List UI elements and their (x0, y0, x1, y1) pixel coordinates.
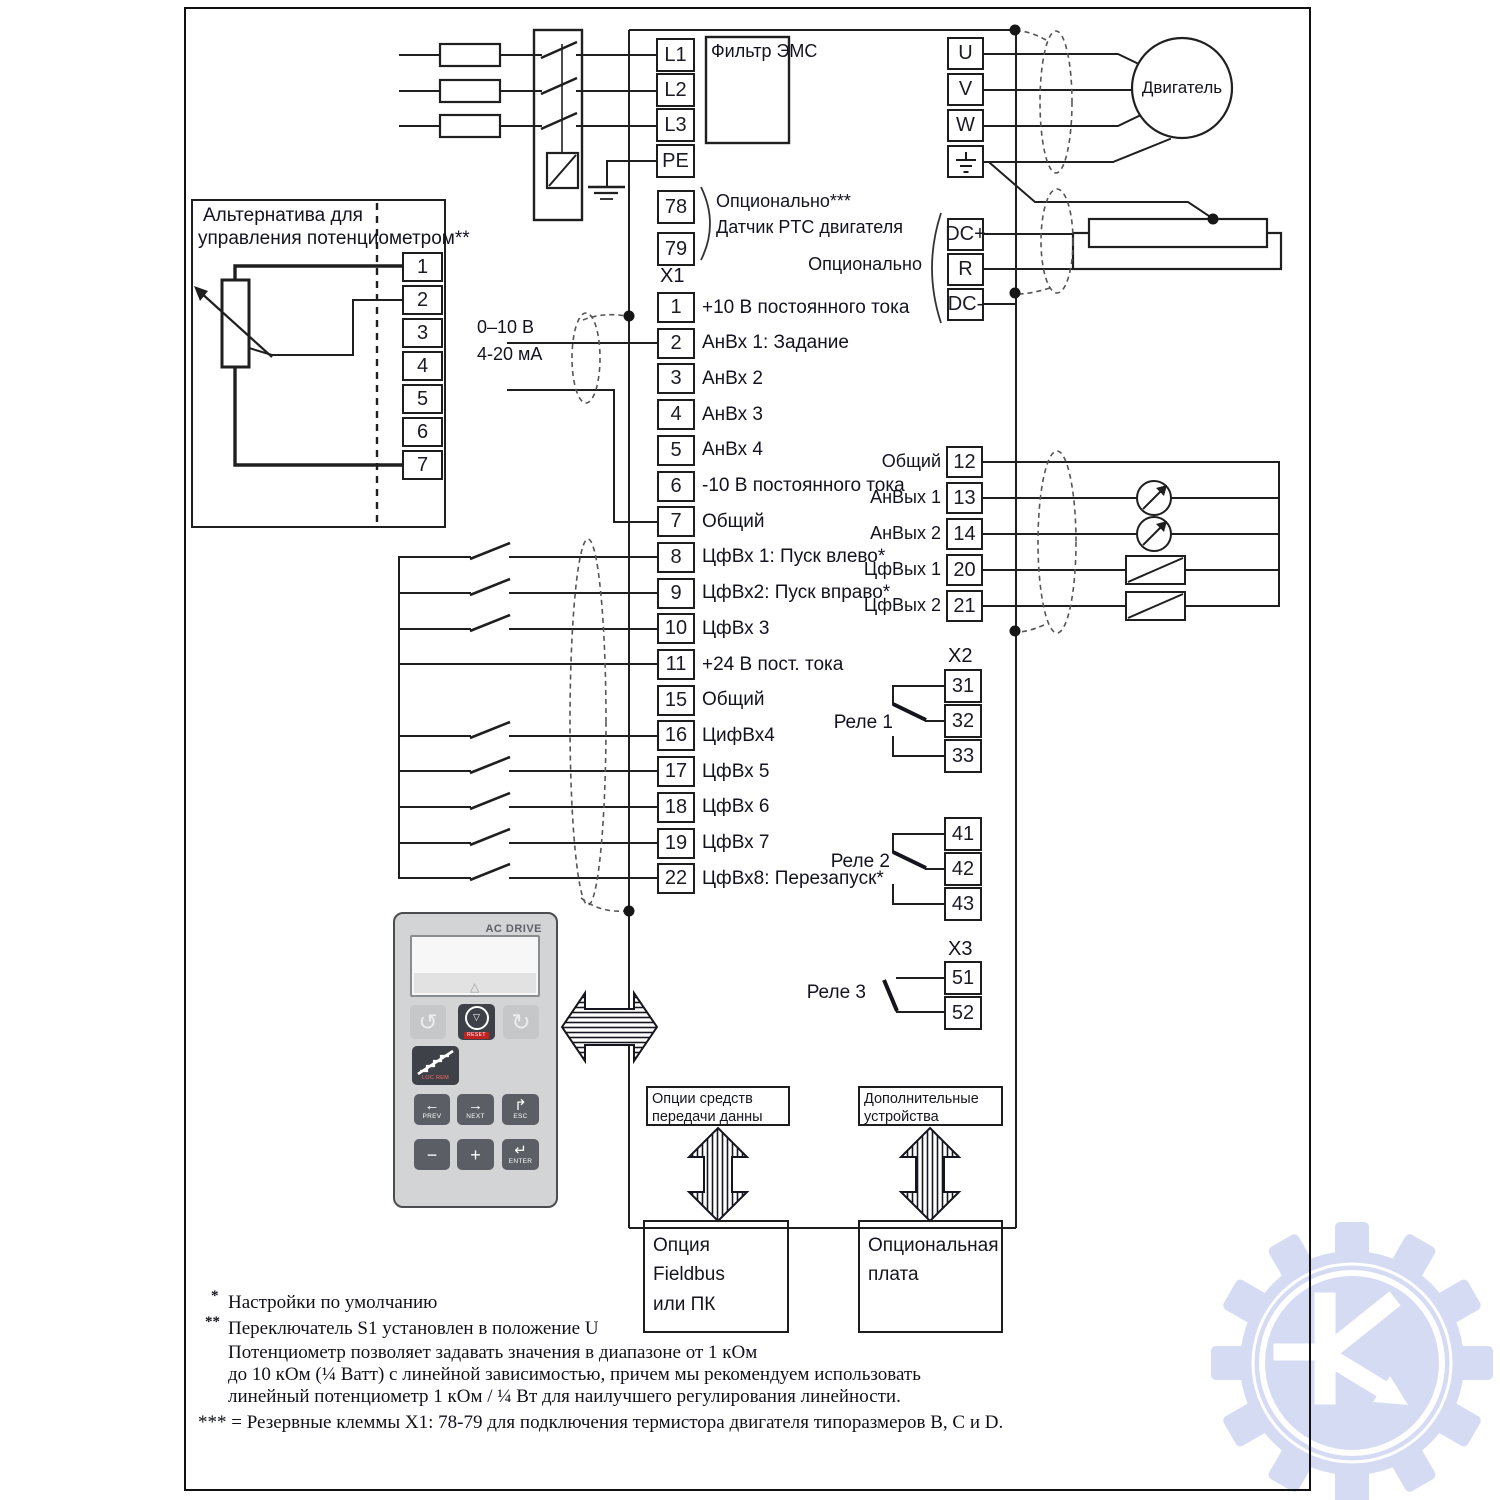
pot-terminal-1: 1 (402, 252, 443, 282)
terminal-DC-: DC- (947, 288, 984, 321)
fieldbus-header-line2: передачи данны (652, 1109, 763, 1126)
x1-terminal-2: 2 (657, 328, 695, 359)
x1-terminal-18: 18 (657, 792, 695, 823)
rotate-cw-icon: ↻ (511, 1008, 531, 1035)
ptc-sensor-label: Датчик PTC двигателя (716, 217, 903, 237)
x1-terminal-label-1: +10 В постоянного тока (702, 296, 910, 318)
x2-terminal-33: 33 (944, 739, 982, 773)
plus-button (457, 1139, 494, 1170)
keypad-link-arrow-icon (562, 993, 657, 1061)
x1-terminal-10: 10 (657, 613, 695, 644)
triangle-indicator-icon: △ (470, 980, 480, 994)
next-button (457, 1094, 494, 1125)
run-reverse-button (410, 1005, 446, 1039)
stop-icon: ▽ (465, 1006, 489, 1030)
stop-reset-label: RESET (464, 1032, 489, 1039)
x1-terminal-9: 9 (657, 578, 695, 609)
terminal-R: R (947, 253, 984, 286)
x1-terminal-17: 17 (657, 756, 695, 787)
terminal-PE: PE (656, 144, 695, 178)
minus-label: − (426, 1144, 438, 1165)
terminal-DC+: DC+ (947, 218, 984, 251)
arrow-bend-icon: ↱ (514, 1097, 527, 1115)
option-box-line1: Опциональная (868, 1235, 999, 1256)
x1-terminal-label-19: ЦфВх 7 (702, 832, 770, 853)
pot-terminal-3: 3 (402, 318, 443, 348)
pot-terminal-2: 2 (402, 285, 443, 315)
terminal-motor-W: W (947, 109, 984, 142)
brake-resistor-symbol (1073, 219, 1281, 269)
x1-terminal-label-10: ЦфВх 3 (702, 617, 770, 639)
optioncard-link-arrow-icon (901, 1128, 959, 1221)
x1-terminal-8: 8 (657, 542, 695, 573)
x1-terminal-19: 19 (657, 828, 695, 859)
next-label: NEXT (466, 1113, 485, 1121)
footnote1-mark: * (211, 1288, 219, 1304)
output-terminal-label-21: ЦфВых 2 (863, 595, 941, 615)
motor-label: Двигатель (1141, 78, 1223, 97)
fieldbus-header-line1: Опции средств (652, 1091, 753, 1107)
x1-terminal-label-18: ЦфВх 6 (702, 796, 770, 818)
x1-terminal-label-22: ЦфВх8: Перезапуск* (702, 867, 884, 889)
x1-terminal-label-16: ЦифВх4 (702, 724, 775, 746)
enter-button (502, 1139, 539, 1170)
footnote4: до 10 кОм (¼ Ватт) с линейной зависимостью, причем мы рекомендуем использовать (228, 1364, 921, 1385)
output-terminal-label-12: Общий (881, 451, 941, 471)
x3-group-label: X3 (948, 938, 973, 960)
terminal-79: 79 (657, 232, 695, 266)
pot-terminal-7: 7 (402, 450, 443, 480)
x2-group-label: X2 (948, 645, 973, 667)
fieldbus-box-line1: Опция Fieldbus (653, 1235, 725, 1286)
x1-terminal-15: 15 (657, 685, 695, 716)
footnote3: Потенциометр позволяет задавать значения в диапазоне от 1 кОм (228, 1342, 758, 1363)
x1-terminal-16: 16 (657, 720, 695, 751)
x1-terminal-label-2: АнВх 1: Задание (702, 332, 849, 354)
pot-terminal-6: 6 (402, 417, 443, 447)
keypad-display (410, 935, 540, 997)
analog-meter-icons (1137, 481, 1171, 551)
earth-ground-icon (588, 187, 625, 199)
loc-rem-label: LOC REM (421, 1075, 450, 1082)
pot-box-title-line1: Альтернатива для (203, 205, 363, 226)
prev-label: PREV (422, 1113, 442, 1121)
return-arrow-icon: ↵ (514, 1142, 527, 1160)
terminal-78: 78 (657, 190, 695, 224)
analog-range-ma-label: 4-20 мА (477, 344, 543, 364)
footnote5: линейный потенциометр 1 кОм / ¼ Вт для наилучшего регулирования линейности. (228, 1386, 901, 1407)
x2-terminal-31: 31 (944, 669, 982, 703)
arrow-right-icon: → (468, 1097, 483, 1115)
x1-terminal-5: 5 (657, 435, 695, 466)
terminal-motor-ground (947, 145, 984, 178)
dc-optional-label: Опционально (808, 254, 922, 274)
switch-contacts (470, 543, 510, 880)
esc-button (502, 1094, 539, 1125)
terminal-L1: L1 (656, 38, 695, 72)
x1-terminal-label-7: Общий (702, 510, 765, 532)
ptc-optional-label: Опционально*** (716, 191, 851, 211)
fuse-icon (440, 80, 500, 102)
x1-terminal-7: 7 (657, 506, 695, 537)
x1-terminal-6: 6 (657, 471, 695, 502)
x1-terminal-1: 1 (657, 292, 695, 323)
output-terminal-21: 21 (946, 590, 983, 622)
x1-terminal-11: 11 (657, 649, 695, 680)
enter-label: ENTER (508, 1158, 533, 1166)
terminal-motor-V: V (947, 73, 984, 106)
x2-terminal-32: 32 (944, 704, 982, 738)
output-terminal-label-20: ЦфВых 1 (863, 559, 941, 579)
run-forward-button (503, 1005, 539, 1039)
x2-terminal-42: 42 (944, 852, 982, 886)
plus-label: + (470, 1144, 481, 1165)
arrow-left-icon: ← (424, 1097, 440, 1115)
footnote1: Настройки по умолчанию (228, 1292, 438, 1313)
output-terminal-label-13: АнВых 1 (870, 487, 941, 507)
x3-terminal-52: 52 (944, 996, 982, 1030)
pot-terminal-4: 4 (402, 351, 443, 381)
loc-rem-button (412, 1046, 459, 1085)
x1-terminal-label-5: АнВх 4 (702, 439, 763, 461)
prev-button (414, 1094, 450, 1125)
x1-terminal-label-11: +24 В пост. тока (702, 653, 844, 675)
x1-terminal-label-8: ЦфВх 1: Пуск влево* (702, 546, 886, 568)
fieldbus-box-line2: или ПК (653, 1293, 716, 1315)
footnote6: *** = Резервные клеммы X1: 78-79 для подключения термистора двигателя типоразмеров B, C и D. (198, 1412, 1004, 1433)
keypad-panel (393, 912, 558, 1208)
fieldbus-header-box (646, 1086, 790, 1126)
fieldbus-link-arrow-icon (689, 1128, 747, 1221)
footnote2: Переключатель S1 установлен в положение U (228, 1318, 599, 1339)
terminal-L2: L2 (656, 73, 695, 107)
emc-filter-label: Фильтр ЭМС (711, 41, 818, 61)
output-terminal-label-14: АнВых 2 (870, 523, 941, 543)
output-terminal-20: 20 (946, 554, 983, 586)
x1-terminal-label-9: ЦфВх2: Пуск вправо* (702, 582, 891, 604)
x1-terminal-label-3: АнВх 2 (702, 367, 763, 389)
option-header-line1: Дополнительные (864, 1091, 979, 1107)
fieldbus-option-box (643, 1220, 789, 1333)
output-terminal-14: 14 (946, 518, 983, 550)
x3-terminal-51: 51 (944, 961, 982, 995)
x1-terminal-3: 3 (657, 363, 695, 394)
option-box-line2: плата (868, 1264, 919, 1286)
footnote2-mark: ** (205, 1314, 220, 1330)
fuse-icon (440, 44, 500, 66)
x1-terminal-label-6: -10 В постоянного тока (702, 475, 905, 496)
relay-contacts (884, 704, 926, 1011)
terminal-motor-U: U (947, 37, 984, 70)
steps-slash-icon (414, 1049, 457, 1075)
x2-terminal-43: 43 (944, 887, 982, 921)
keypad-title: AC DRIVE (485, 923, 542, 935)
minus-button (414, 1139, 450, 1170)
x2-terminal-41: 41 (944, 817, 982, 851)
relay2-label: Реле 2 (830, 851, 890, 872)
rotate-ccw-icon: ↺ (418, 1008, 438, 1035)
option-card-box (858, 1220, 1003, 1333)
esc-label: ESC (513, 1113, 528, 1121)
x1-group-label: X1 (660, 265, 685, 287)
pot-box-title-line2: управления потенциометром** (198, 228, 470, 249)
relay3-label: Реле 3 (806, 982, 866, 1003)
x1-terminal-label-17: ЦфВх 5 (702, 760, 770, 782)
output-terminal-12: 12 (946, 446, 983, 478)
x1-terminal-22: 22 (657, 863, 695, 894)
stop-reset-button (458, 1004, 495, 1040)
analog-range-v-label: 0–10 В (477, 317, 535, 337)
gear-logo-watermark (1211, 1222, 1493, 1500)
output-terminal-13: 13 (946, 482, 983, 514)
x1-terminal-label-4: АнВх 3 (702, 403, 763, 425)
digital-output-icons (1126, 556, 1185, 620)
pot-terminal-5: 5 (402, 384, 443, 414)
relay1-label: Реле 1 (833, 712, 893, 733)
terminal-L3: L3 (656, 108, 695, 142)
option-header-line2: устройства (864, 1109, 939, 1126)
fuse-icon (440, 115, 500, 137)
option-header-box (858, 1086, 1003, 1126)
x1-terminal-label-15: Общий (702, 689, 765, 711)
x1-terminal-4: 4 (657, 399, 695, 430)
